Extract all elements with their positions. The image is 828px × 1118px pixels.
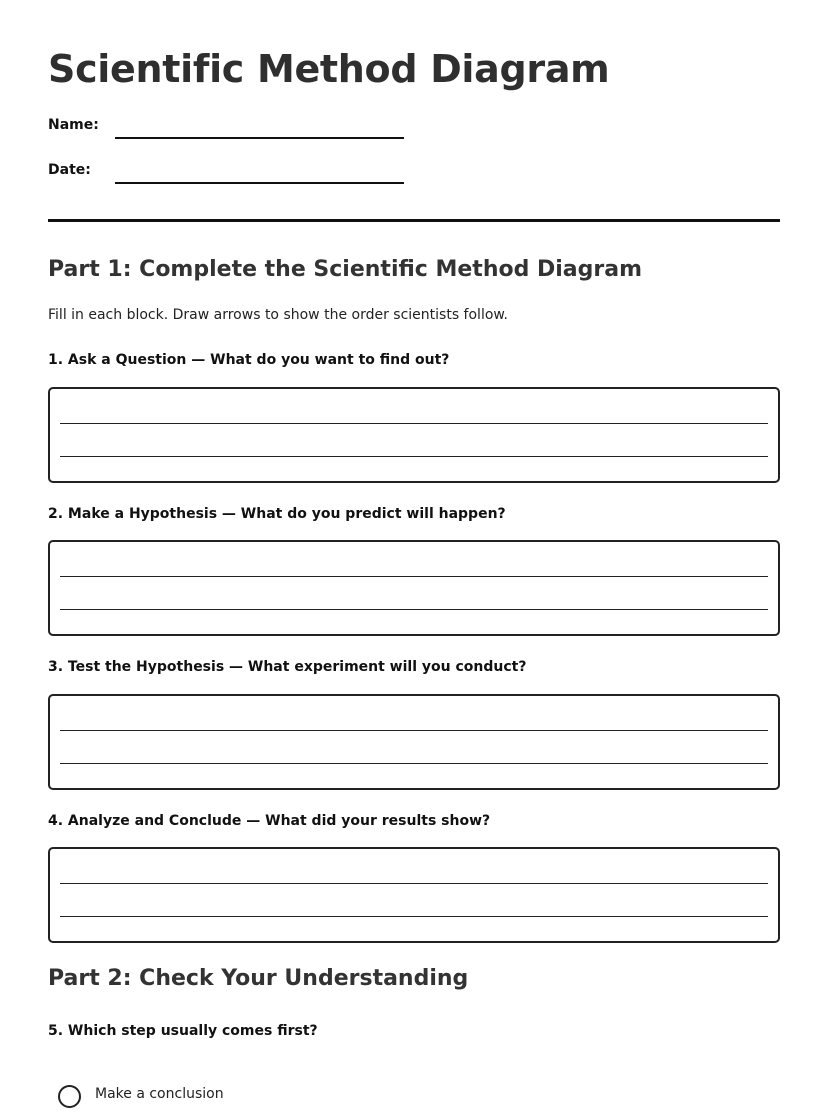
answer-line (60, 916, 768, 917)
answer-box-4[interactable] (48, 847, 780, 943)
name-label: Name: (48, 117, 99, 133)
date-field[interactable] (115, 182, 404, 184)
question-4: 4. Analyze and Conclude — What did your results show? (48, 813, 491, 829)
answer-line (60, 456, 768, 457)
part1-instructions: Fill in each block. Draw arrows to show the order scientists follow. (48, 307, 509, 323)
answer-line (60, 883, 768, 884)
name-field[interactable] (115, 137, 404, 139)
answer-box-1[interactable] (48, 387, 780, 483)
page-title: Scientific Method Diagram (48, 47, 610, 91)
question-5: 5. Which step usually comes first? (48, 1023, 318, 1039)
date-label: Date: (48, 162, 91, 178)
part2-title: Part 2: Check Your Understanding (48, 966, 469, 991)
name-field-row (48, 117, 408, 141)
answer-line (60, 609, 768, 610)
answer-box-2[interactable] (48, 540, 780, 636)
question-1: 1. Ask a Question — What do you want to find out? (48, 352, 450, 368)
answer-box-3[interactable] (48, 694, 780, 790)
date-field-row (48, 162, 408, 186)
question-2: 2. Make a Hypothesis — What do you predict will happen? (48, 506, 506, 522)
radio-button[interactable] (58, 1085, 81, 1108)
option-make-conclusion[interactable] (58, 1085, 358, 1109)
answer-line (60, 576, 768, 577)
part1-title: Part 1: Complete the Scientific Method Diagram (48, 257, 643, 282)
answer-line (60, 423, 768, 424)
answer-line (60, 763, 768, 764)
answer-line (60, 730, 768, 731)
question-3: 3. Test the Hypothesis — What experiment will you conduct? (48, 659, 527, 675)
option-label: Make a conclusion (95, 1086, 224, 1102)
header-divider (48, 219, 780, 222)
